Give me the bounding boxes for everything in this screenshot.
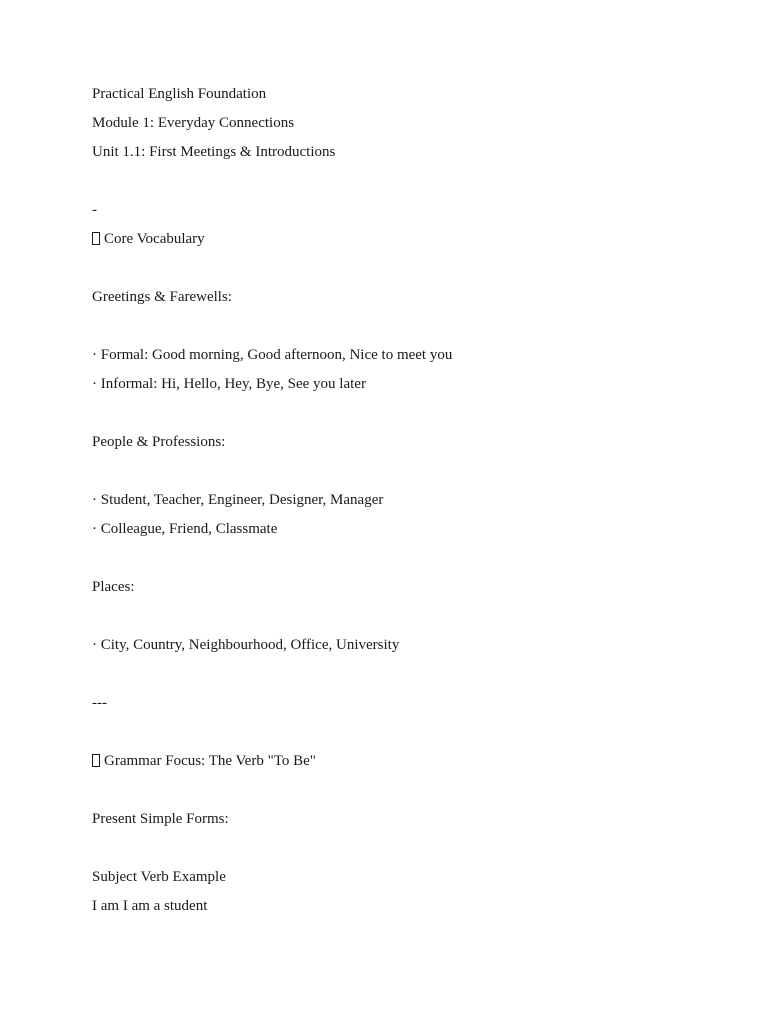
grammar-heading-line xyxy=(92,751,712,780)
list-item: · Student, Teacher, Engineer, Designer, Manager xyxy=(92,492,384,508)
people-heading: People & Professions: xyxy=(92,434,226,450)
forms-heading: Present Simple Forms: xyxy=(92,811,229,827)
course-title: Practical English Foundation xyxy=(92,86,267,102)
places-heading: Places: xyxy=(92,579,135,595)
blank-line xyxy=(92,316,712,345)
blank-line xyxy=(92,664,712,693)
blank-line xyxy=(92,722,712,751)
list-item: · Colleague, Friend, Classmate xyxy=(92,521,278,537)
separator-triple-dash: --- xyxy=(92,695,107,711)
blank-line xyxy=(92,258,712,287)
list-item: · City, Country, Neighbourhood, Office, University xyxy=(92,637,400,653)
grammar-heading: Grammar Focus: The Verb "To Be" xyxy=(104,753,316,769)
blank-line xyxy=(92,461,712,490)
vocabulary-heading-line xyxy=(92,229,712,258)
blank-line xyxy=(92,780,712,809)
blank-line xyxy=(92,171,712,200)
greetings-heading: Greetings & Farewells: xyxy=(92,289,232,305)
separator-dash: - xyxy=(92,202,97,218)
list-item: · Informal: Hi, Hello, Hey, Bye, See you later xyxy=(92,376,366,392)
missing-glyph-icon xyxy=(92,754,100,767)
module-title: Module 1: Everyday Connections xyxy=(92,115,295,131)
table-header: Subject Verb Example xyxy=(92,869,226,885)
blank-line xyxy=(92,606,712,635)
blank-line xyxy=(92,403,712,432)
document-page xyxy=(92,84,712,925)
table-row: I am I am a student xyxy=(92,898,208,914)
list-item: · Formal: Good morning, Good afternoon, Nice to meet you xyxy=(92,347,453,363)
blank-line xyxy=(92,838,712,867)
missing-glyph-icon xyxy=(92,232,100,245)
blank-line xyxy=(92,548,712,577)
vocabulary-heading: Core Vocabulary xyxy=(104,231,205,247)
unit-title: Unit 1.1: First Meetings & Introductions xyxy=(92,144,336,160)
